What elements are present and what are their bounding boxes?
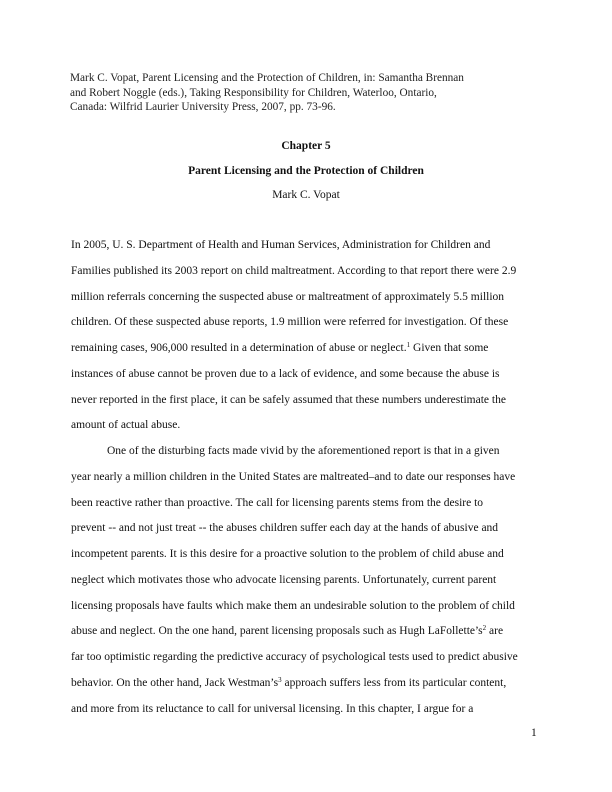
body-line: amount of actual abuse. — [71, 419, 181, 432]
footnote-ref[interactable]: 1 — [406, 341, 411, 349]
body-line: neglect which motivates those who advocate licensing parents. Unfortunately, current parent — [71, 573, 497, 586]
body-line: children. Of these suspected abuse reports, 1.9 million were referred for investigation. Of these — [71, 316, 509, 329]
page-number: 1 — [531, 727, 537, 739]
body-line-text: behavior. On the other hand, Jack Westman’s — [71, 676, 279, 689]
body-line-text: abuse and neglect. On the one hand, parent licensing proposals such as Hugh LaFollette’s — [71, 625, 483, 638]
body-line — [71, 339, 543, 365]
body-line: and more from its reluctance to call for universal licensing. In this chapter, I argue for a — [71, 702, 474, 715]
footnote-ref[interactable]: 2 — [482, 624, 487, 633]
citation-line: and Robert Noggle (eds.), Taking Responsibility for Children, Waterloo, Ontario, — [70, 86, 437, 99]
citation-block — [70, 71, 550, 115]
body-line: licensing proposals have faults which make them an undesirable solution to the problem of child — [71, 599, 515, 612]
body-line: million referrals concerning the suspected abuse or maltreatment of approximately 5.5 million — [71, 290, 505, 303]
body-line-text: are — [486, 625, 504, 638]
body-line: far too optimistic regarding the predictive accuracy of psychological tests used to predict abusive — [71, 651, 518, 663]
chapter-author: Mark C. Vopat — [272, 189, 340, 201]
body-line: been reactive rather than proactive. The call for licensing parents stems from the desire to — [71, 496, 484, 509]
body-line: In 2005, U. S. Department of Health and Human Services, Administration for Children and — [71, 239, 491, 251]
body-line: incompetent parents. It is this desire for a proactive solution to the problem of child abuse and — [71, 548, 504, 560]
body-text — [71, 236, 543, 725]
body-line: One of the disturbing facts made vivid by the aforementioned report is that in a given — [107, 445, 500, 457]
body-line: Families published its 2003 report on child maltreatment. According to that report there were 2.9 — [71, 264, 517, 277]
footnote-ref[interactable]: 3 — [278, 675, 282, 684]
body-line — [71, 622, 543, 648]
body-line-text: approach suffers less from its particular content, — [281, 676, 507, 689]
chapter-number: Chapter 5 — [281, 140, 331, 152]
body-line-text: Given that some — [410, 342, 489, 354]
citation-line: Mark C. Vopat, Parent Licensing and the Protection of Children, in: Samantha Brennan — [70, 72, 464, 84]
body-line: year nearly a million children in the United States are maltreated–and to date our responses have — [71, 470, 516, 483]
body-line: prevent -- and not just treat -- the abuses children suffer each day at the hands of abusive and — [71, 522, 499, 535]
body-line: instances of abuse cannot be proven due to a lack of evidence, and some because the abuse is — [71, 367, 500, 380]
chapter-title: Parent Licensing and the Protection of Children — [188, 165, 424, 177]
citation-line: Canada: Wilfrid Laurier University Press, 2007, pp. 73-96. — [70, 101, 336, 113]
body-line — [71, 674, 543, 700]
body-line: never reported in the first place, it can be safely assumed that these numbers underestimate the — [71, 393, 506, 406]
body-line-text: remaining cases, 906,000 resulted in a determination of abuse or neglect. — [71, 342, 407, 354]
